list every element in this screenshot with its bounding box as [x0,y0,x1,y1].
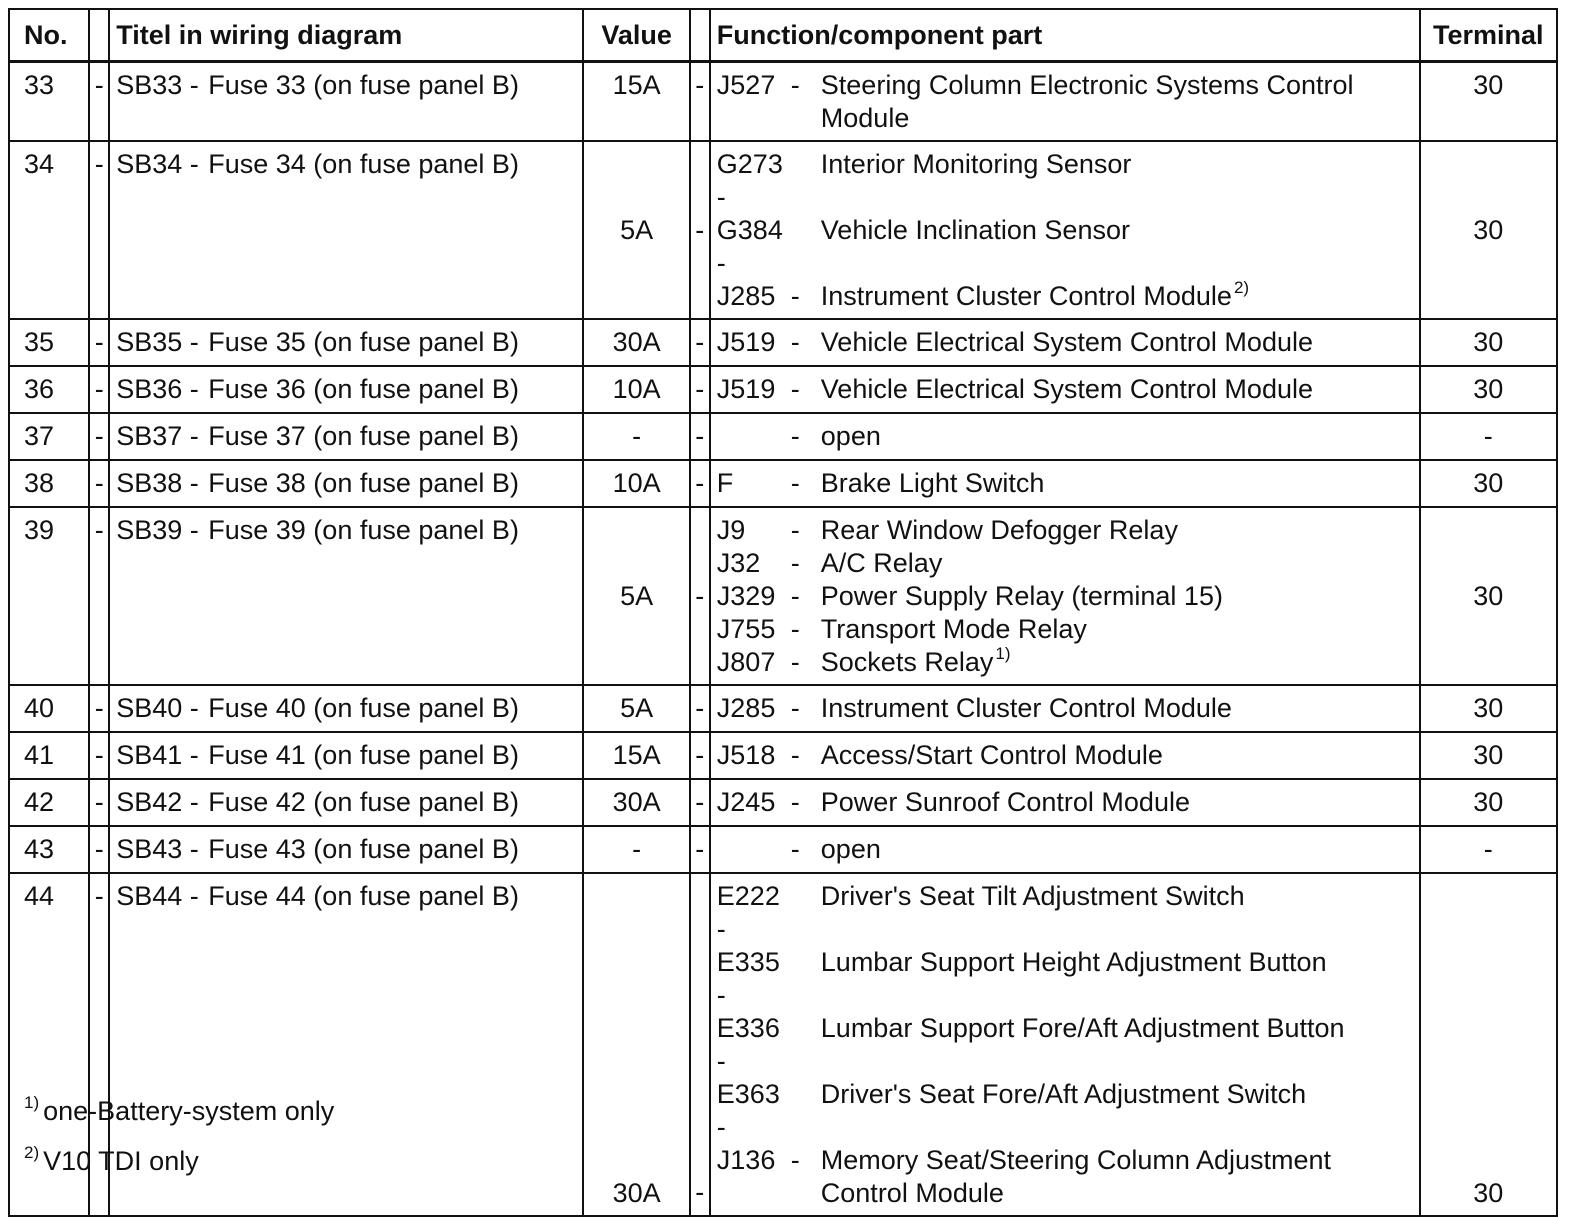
component-list [710,141,1420,319]
component-dash: - [790,327,800,357]
table-row [9,62,1557,142]
component-dash: - [790,581,800,611]
fuse-number: 43 [9,826,89,873]
footnote-2 [24,1143,199,1177]
separator-dash: - [690,732,710,779]
footnote-1 [24,1093,335,1127]
component-description [821,646,1413,679]
fuse-code: SB33 - [116,70,199,100]
component-description [821,613,1413,646]
component-item [717,148,1413,214]
fuse-description: Fuse 33 (on fuse panel B) [208,70,519,100]
component-name: Interior Monitoring Sensor [820,149,1132,179]
component-item [717,214,1413,280]
terminal-value: 30 [1420,366,1557,413]
component-code: J329 [716,581,776,611]
component-list [710,685,1420,732]
fuse-code: SB37 - [116,421,199,451]
terminal-value: 30 [1420,507,1557,685]
fuse-number: 36 [9,366,89,413]
component-name: Rear Window Defogger Relay [820,515,1178,545]
fuse-value: 5A [583,685,689,732]
component-description [821,547,1413,580]
component-dash: - [790,374,800,404]
component-item [717,646,1413,679]
component-item [717,739,1413,772]
component-name: open [820,834,881,864]
component-description [821,1078,1413,1144]
fuse-title [109,413,583,460]
fuse-number: 37 [9,413,89,460]
component-code: J32 [716,548,761,578]
separator-dash: - [89,413,109,460]
component-item [717,1144,1413,1210]
component-item [717,514,1413,547]
terminal-value: 30 [1420,62,1557,142]
component-name: Driver's Seat Tilt Adjustment Switch [820,881,1245,911]
fuse-number: 35 [9,319,89,366]
table-row [9,507,1557,685]
component-name: Vehicle Inclination Sensor [820,215,1130,245]
component-name: Transport Mode Relay [820,614,1087,644]
component-dash: - [790,693,800,723]
separator-dash: - [89,779,109,826]
component-dash: - [790,787,800,817]
component-code: J245 [716,787,776,817]
component-list [710,413,1420,460]
component-dash: - [790,421,800,451]
table-row [9,413,1557,460]
fuse-value: 30A [583,873,689,1216]
component-list [710,319,1420,366]
fuse-title [109,826,583,873]
terminal-value: 30 [1420,873,1557,1216]
footnote-mark: 2) [24,1143,40,1162]
component-name: A/C Relay [820,548,943,578]
fuse-value: 30A [583,319,689,366]
fuse-description: Fuse 42 (on fuse panel B) [208,787,519,817]
table-row [9,141,1557,319]
footnote-text: one-Battery-system only [43,1096,335,1126]
footnote-reference: 1) [995,644,1011,663]
component-dash: - [790,647,800,677]
component-description [821,786,1413,819]
separator-dash: - [690,141,710,319]
component-code [717,420,791,453]
fuse-code: SB40 - [116,693,199,723]
component-name: open [820,421,881,451]
component-name: Lumbar Support Fore/Aft Adjustment Button [820,1013,1345,1043]
component-item [717,692,1413,725]
component-dash [791,1078,821,1144]
fuse-value: 5A [583,141,689,319]
separator-dash: - [89,319,109,366]
header-value: Value [583,9,689,62]
component-code [717,833,791,866]
component-description [821,69,1413,135]
component-name: Memory Seat/Steering Column Adjustment Control Module [820,1145,1332,1208]
fuse-code: SB41 - [116,740,199,770]
separator-dash: - [690,826,710,873]
fuse-value: 5A [583,507,689,685]
component-code: J755 [716,614,776,644]
table-row [9,779,1557,826]
component-dash [791,1012,821,1078]
component-item [717,613,1413,646]
separator-dash: - [89,507,109,685]
component-code: F [716,468,734,498]
component-name: Access/Start Control Module [820,740,1163,770]
component-description [821,467,1413,500]
fuse-title [109,62,583,142]
component-item [717,833,1413,866]
component-dash: - [790,70,800,100]
component-code: J519 [716,374,776,404]
separator-dash: - [89,460,109,507]
component-item [717,69,1413,135]
component-name: Vehicle Electrical System Control Module [820,374,1313,404]
component-item [717,580,1413,613]
component-description [821,514,1413,547]
table-row [9,732,1557,779]
fuse-code: SB34 - [116,149,199,179]
footnote-mark: 1) [24,1093,40,1112]
component-description [821,280,1413,313]
component-item [717,373,1413,406]
component-dash: - [790,468,800,498]
separator-dash: - [89,366,109,413]
component-description [821,739,1413,772]
component-item [717,786,1413,819]
terminal-value: 30 [1420,141,1557,319]
component-description [821,692,1413,725]
separator-dash: - [690,873,710,1216]
component-code: J519 [716,327,776,357]
component-name: Power Supply Relay (terminal 15) [820,581,1223,611]
table-row [9,873,1557,1216]
table-header-row [9,9,1557,62]
header-spacer [690,9,710,62]
component-dash: - [790,834,800,864]
fuse-number: 41 [9,732,89,779]
terminal-value: 30 [1420,732,1557,779]
fuse-description: Fuse 40 (on fuse panel B) [208,693,519,723]
component-dash: - [790,614,800,644]
fuse-code: SB42 - [116,787,199,817]
component-dash [791,880,821,946]
table-row [9,366,1557,413]
separator-dash: - [89,141,109,319]
header-title: Titel in wiring diagram [109,9,583,62]
component-description [821,214,1413,280]
fuse-title [109,779,583,826]
component-code: J527 [716,70,776,100]
component-name: Steering Column Electronic Systems Control Module [820,70,1354,133]
fuse-value: - [583,413,689,460]
component-description [821,580,1413,613]
separator-dash: - [690,413,710,460]
terminal-value: 30 [1420,685,1557,732]
separator-dash: - [89,826,109,873]
component-dash: - [790,281,800,311]
component-code: E363 - [716,1079,780,1142]
component-list [710,460,1420,507]
fuse-description: Fuse 41 (on fuse panel B) [208,740,519,770]
fuse-number: 44 [9,873,89,1216]
separator-dash: - [89,62,109,142]
component-name: Lumbar Support Height Adjustment Button [820,947,1327,977]
component-description [821,326,1413,359]
table-row [9,460,1557,507]
separator-dash: - [89,685,109,732]
fuse-number: 34 [9,141,89,319]
fuse-title [109,732,583,779]
component-code: E336 - [716,1013,780,1076]
component-list [710,507,1420,685]
terminal-value: - [1420,826,1557,873]
footnote-text: V10 TDI only [43,1146,199,1176]
fuse-value: 15A [583,62,689,142]
component-list [710,62,1420,142]
component-name: Instrument Cluster Control Module [820,693,1232,723]
component-item [717,1012,1413,1078]
component-code: J518 [716,740,776,770]
fuse-value: 10A [583,366,689,413]
component-dash: - [790,1145,800,1175]
component-name: Instrument Cluster Control Module [820,281,1232,311]
terminal-value: 30 [1420,460,1557,507]
component-name: Brake Light Switch [820,468,1045,498]
component-code: E335 - [716,947,780,1010]
component-description [821,373,1413,406]
terminal-value: 30 [1420,779,1557,826]
fuse-code: SB36 - [116,374,199,404]
component-code: J9 [716,515,746,545]
header-spacer [89,9,109,62]
fuse-table [8,8,1558,1217]
component-description [821,946,1413,1012]
fuse-description: Fuse 34 (on fuse panel B) [208,149,519,179]
fuse-title [109,685,583,732]
component-item [717,326,1413,359]
component-name: Sockets Relay [820,647,994,677]
fuse-title [109,319,583,366]
component-item [717,280,1413,313]
fuse-value: 10A [583,460,689,507]
fuse-number: 40 [9,685,89,732]
component-item [717,946,1413,1012]
component-description [821,880,1413,946]
separator-dash: - [690,507,710,685]
fuse-title [109,366,583,413]
component-list [710,366,1420,413]
component-name: Power Sunroof Control Module [820,787,1190,817]
component-dash [791,946,821,1012]
fuse-description: Fuse 37 (on fuse panel B) [208,421,519,451]
fuse-value: 15A [583,732,689,779]
component-name: Vehicle Electrical System Control Module [820,327,1313,357]
fuse-description: Fuse 39 (on fuse panel B) [208,515,519,545]
fuse-description: Fuse 36 (on fuse panel B) [208,374,519,404]
separator-dash: - [690,366,710,413]
fuse-code: SB43 - [116,834,199,864]
fuse-description: Fuse 35 (on fuse panel B) [208,327,519,357]
terminal-value: 30 [1420,319,1557,366]
component-description [821,1012,1413,1078]
separator-dash: - [690,62,710,142]
fuse-description: Fuse 44 (on fuse panel B) [208,881,519,911]
separator-dash: - [690,319,710,366]
component-list [710,873,1420,1216]
component-dash: - [790,548,800,578]
table-row [9,826,1557,873]
component-code: J285 [716,693,776,723]
fuse-number: 33 [9,62,89,142]
component-code: J807 [716,647,776,677]
component-list [710,826,1420,873]
header-no: No. [9,9,89,62]
component-description [821,420,1413,453]
separator-dash: - [89,732,109,779]
component-list [710,732,1420,779]
fuse-title [109,141,583,319]
fuse-title [109,460,583,507]
fuse-number: 42 [9,779,89,826]
component-item [717,880,1413,946]
fuse-description: Fuse 38 (on fuse panel B) [208,468,519,498]
fuse-title [109,507,583,685]
separator-dash: - [690,460,710,507]
component-dash [791,148,821,214]
component-item [717,420,1413,453]
component-description [821,833,1413,866]
header-terminal: Terminal [1420,9,1557,62]
table-row [9,685,1557,732]
component-code: J285 [716,281,776,311]
table-row [9,319,1557,366]
fuse-value: 30A [583,779,689,826]
fuse-code: SB44 - [116,881,199,911]
separator-dash: - [89,873,109,1216]
fuse-value: - [583,826,689,873]
fuse-number: 38 [9,460,89,507]
fuse-number: 39 [9,507,89,685]
component-description [821,1144,1413,1210]
footnote-reference: 2) [1233,278,1250,297]
component-list [710,779,1420,826]
fuse-description: Fuse 43 (on fuse panel B) [208,834,519,864]
component-item [717,547,1413,580]
separator-dash: - [690,779,710,826]
fuse-code: SB35 - [116,327,199,357]
component-code: G384 - [716,215,783,278]
component-code: G273 - [716,149,783,212]
separator-dash: - [690,685,710,732]
component-item [717,467,1413,500]
component-item [717,1078,1413,1144]
component-dash: - [790,740,800,770]
component-dash: - [790,515,800,545]
component-code: E222 - [716,881,780,944]
header-function: Function/component part [710,9,1420,62]
component-name: Driver's Seat Fore/Aft Adjustment Switch [820,1079,1307,1109]
component-dash [791,214,821,280]
terminal-value: - [1420,413,1557,460]
fuse-code: SB38 - [116,468,199,498]
component-code: J136 [716,1145,776,1175]
fuse-code: SB39 - [116,515,199,545]
component-description [821,148,1413,214]
